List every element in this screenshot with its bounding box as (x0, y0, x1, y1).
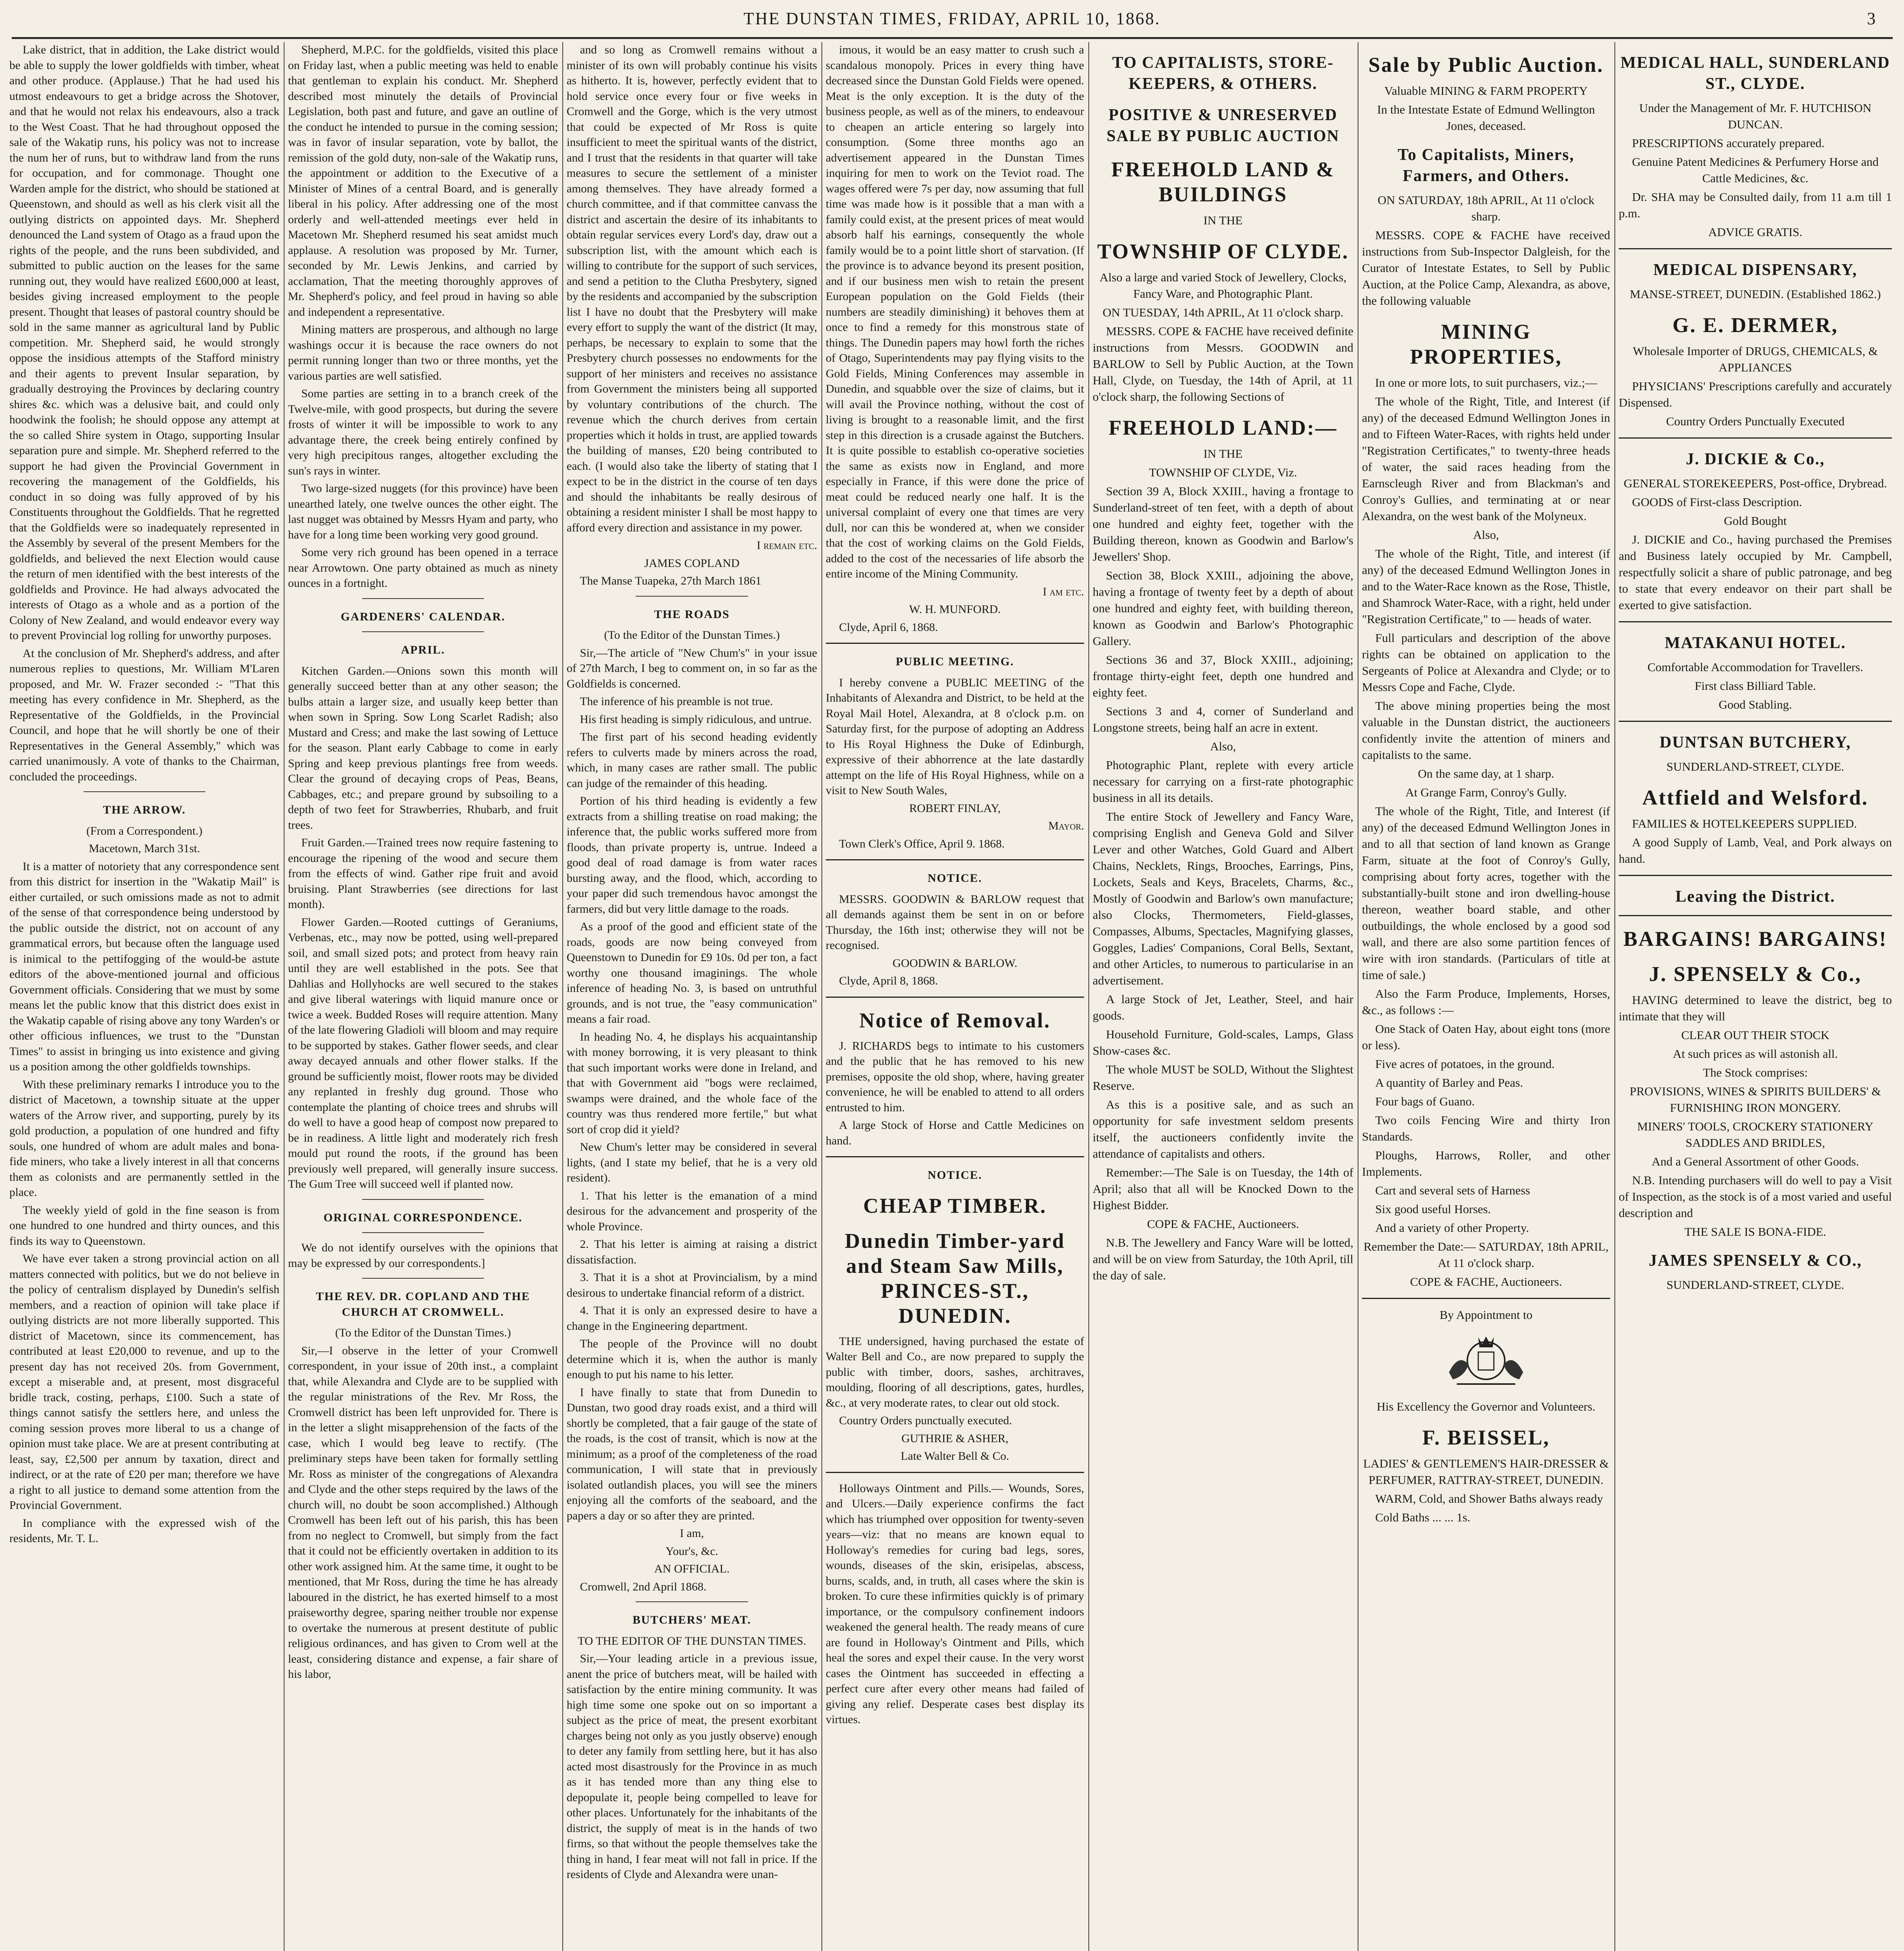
centered-line: Comfortable Accommodation for Travellers. (1647, 660, 1863, 674)
section-heading: Dunedin Timber-yard and Steam Saw Mills, PRINCES-ST., DUNEDIN. (844, 1229, 1065, 1327)
paragraph: Ploughs, Harrows, Roller, and other Implements. (1362, 1148, 1610, 1178)
paragraph: Sir,—The article of "New Chum's" in your issue of 27th March, I beg to comment on, in so far as the Goldfields is concerned. (567, 646, 817, 690)
masthead-title: THE DUNSTAN TIMES, FRIDAY, APRIL 10, 1868. (743, 9, 1161, 28)
centered-line: Macetown, March 31st. (89, 842, 200, 855)
centered-line: LADIES' & GENTLEMEN'S HAIR-DRESSER & PERFUMER, RATTRAY-STREET, DUNEDIN. (1363, 1457, 1609, 1487)
centered-line: MANSE-STREET, DUNEDIN. (Established 1862.) (1630, 287, 1881, 301)
paragraph: I have finally to state that from Dunedin to Dunstan, two good dray roads exist, and a third will shortly be completed, that a fair gauge of the state of the roads, is the cost of transit, which is now at the minimum; as a proof of the completeness of the road communication, I will state that in previously isolated outlandish places, you will see the miners enjoying all the comforts of the seaboard, and the papers a day or so after they are printed. (567, 1386, 817, 1522)
paragraph: The weekly yield of gold in the fine season is from one hundred to one hundred and thirty ounces, and this finds its way to Queenstown. (9, 1203, 279, 1247)
paragraph: Lake district, that in addition, the Lake district would be able to supply the lower goldfields with timber, wheat and other produce. (Applause.) That he had used his utmost endeavours to get a bridge across the Shotover, and that he would not relax his endeavours, also a track to the West Coast. That he had throughout opposed the sale of the Wakatip runs, his policy was not to increase the num her of runs, but to withdraw land from the runs for occupation, and for commonage. Thought one Warden ample for the district, who should be stationed at Queenstown, and should as well as his clerk visit all the outlying districts on appointed days. Mr. Shepherd denounced the Land system of Otago as a fraud upon the rights of the people, and the runs been subdivided, and submitted to public auction on the leases for the same running out, they would have realized £600,000 at least, besides giving increased employment to the people present. Thought that leases of pastoral country should be sold in the same manner as agricultural land by Public competition. Mr. Shepherd said, he would strongly oppose the insidious attempts of the Stafford ministry and their agents to prevent Insular separation, by gradually destroying the Provinces by declaring country shires &c. which was a delusive bait, and could only hoodwink the foolish; he should oppose any attempt at the so called Shire system in Otago, supporting Insular separation pure and simple. Mr. Shepherd referred to the support he had given the Provincial Government in recovering the management of the Goldfields, his conduct in so doing was fully approved of by his Constituents throughout the Goldfields. That he regretted that the Goldfields were so inadequately represented in the Assembly by several of the present Members for the goldfields, and believed the next Election would cause the return of men identified with the best interests of the goldfields and Province. He had always advocated the interests of Otago as a whole and as a portion of the Colony of New Zealand, and would endeavor every way to prevent Provincial log rolling for unworthy purposes. (9, 43, 279, 642)
paragraph: 4. That it is only an expressed desire to have a change in the Engineering department. (567, 1304, 817, 1333)
centered-line: At such prices as will astonish all. (1673, 1047, 1838, 1061)
paragraph: Also the Farm Produce, Implements, Horses, &c., as follows :— (1362, 987, 1610, 1017)
paragraph: Remember:—The Sale is on Tuesday, the 14th of April; also that all will be Knocked Down to the Highest Bidder. (1093, 1166, 1353, 1212)
centered-line: TOWNSHIP OF CLYDE, Viz. (1149, 466, 1297, 479)
paragraph: And a variety of other Property. (1375, 1221, 1529, 1235)
column-divider (562, 42, 563, 1951)
advert-rule (1362, 1298, 1610, 1299)
paragraph: Six good useful Horses. (1375, 1202, 1491, 1216)
paragraph: The first part of his second heading evidently refers to culverts made by miners across the road, which, in many cases are rather small. The public can judge of the remainder of this heading. (567, 730, 817, 790)
paragraph: A good Supply of Lamb, Veal, and Pork always on hand. (1619, 835, 1892, 865)
paragraph: Shepherd, M.P.C. for the goldfields, visited this place on Friday last, when a public meeting was held to enable that gentleman to explain his conduct. Mr. Shepherd described most minutely the details of Provincial Legislation, both past and future, and gave an outline of the conduct he intended to pursue in the coming session; was in favor of insular separation, vote by ballot, the remission of the gold duty, non-sale of the Wakatip runs, the appointment or addition to the Executive of a Minister of Mines of a central Board, and is generally liberal in his policy. After addressing one of the most orderly and well-attended meetings ever held in Macetown Mr. Shepherd resumed his seat amidst much applause. A resolution was proposed by Mr. Turner, seconded by Mr. Lewis Jenkins, and carried by acclamation, That the meeting thoroughly approves of Mr. Shepherd's policy, and feel proud in having so able and independent a representative. (288, 43, 558, 318)
paragraph: Dr. SHA may be Consulted daily, from 11 a.m till 1 p.m. (1619, 190, 1892, 220)
paragraph: Some very rich ground has been opened in a terrace near Arrowtown. One party obtained as much as ninety ounces in a fortnight. (288, 546, 558, 590)
column-1 (9, 42, 279, 1951)
section-heading: BUTCHERS' MEAT. (633, 1613, 751, 1626)
section-heading: CHEAP TIMBER. (863, 1194, 1047, 1217)
paragraph: Kitchen Garden.—Onions sown this month will generally succeed better than at any other season; the bulbs attain a larger size, and usually keep better than when sown in Spring. Sow Long Scarlet Radish; also Mustard and Cress; and make the last sowing of Lettuce for the season. Plant early Cabbage to come in early Spring and keep previous plantings free from weeds. Clear the ground of decaying crops of Peas, Beans, Cabbages, etc.; and prepare ground by subsoiling to a depth of two feet for Strawberries, Rhubarb, and fruit trees. (288, 664, 558, 832)
section-heading: FREEHOLD LAND & BUILDINGS (1111, 158, 1335, 206)
column-divider (1088, 42, 1089, 1951)
paragraph: The whole of the Right, Title, and interest (if any) of the deceased Edmund Wellington Jones in and to the Water-Race known as the Rose, Thistle, and Shamrock Water-Race, with a right, held under "Registration Certificate," to — heads of water. (1362, 547, 1610, 626)
section-heading: MEDICAL HALL, SUNDERLAND ST., CLYDE. (1620, 54, 1890, 93)
paragraph: Two coils Fencing Wire and thirty Iron Standards. (1362, 1113, 1610, 1143)
paragraph: Mining matters are prosperous, and although no large washings occur it is because the race owners do not permit running longer than two or three months, yet the various parties are well satisfied. (288, 323, 558, 382)
paragraph: HAVING determined to leave the district, beg to intimate that they will (1619, 993, 1892, 1023)
column-divider (821, 42, 822, 1951)
centered-line: Late Walter Bell & Co. (901, 1450, 1009, 1462)
section-rule (362, 1232, 484, 1233)
column-4 (826, 42, 1084, 1951)
centered-line: Remember the Date:— SATURDAY, 18th APRIL, At 11 o'clock sharp. (1364, 1240, 1609, 1270)
paragraph: One Stack of Oaten Hay, about eight tons (more or less). (1362, 1022, 1610, 1052)
section-heading: J. SPENSELY & Co., (1649, 962, 1862, 986)
paragraph: I hereby convene a PUBLIC MEETING of the Inhabitants of Alexandra and District, to be held at the Royal Mail Hotel, Alexandra, at 8 o'clock p.m. on Saturday first, for the purpose of adopting an Address to His Royal Highness the Duke of Edinburgh, expressive of their abhorrence at the late dastardly attempt on the life of His Royal Highness, while on a visit to New South Wales, (826, 676, 1084, 797)
paragraph: MESSRS. COPE & FACHE have received definite instructions from Messrs. GOODWIN and BARLOW to Sell by Public Auction, at the Town Hall, Clyde, on Tuesday, the 14th of April, at 11 o'clock sharp, the following Sections of (1093, 324, 1353, 403)
paragraph: Five acres of potatoes, in the ground. (1375, 1057, 1555, 1071)
paragraph: J. DICKIE and Co., having purchased the Premises and Business lately occupied by Mr. Campbell, respectfully solicit a share of public patronage, and beg to state that every endeavor on their part shall be exerted to give satisfaction. (1619, 533, 1892, 612)
section-rule (636, 1601, 748, 1602)
paragraph: In heading No. 4, he displays his acquaintanship with money borrowing, it is very pleasant to think that such important works were done in Ireland, and that with Government aid "bogs were reclaimed, swamps were drained, and the whole face of the country was thus rendered more fertile," but what sort of crop did it yield? (567, 1030, 817, 1136)
paragraph: N.B. The Jewellery and Fancy Ware will be lotted, and will be on view from Saturday, the 10th April, till the day of sale. (1093, 1236, 1353, 1282)
centered-line: At Grange Farm, Conroy's Gully. (1405, 785, 1567, 799)
advert-rule (1619, 248, 1892, 249)
paragraph: It is a matter of notoriety that any correspondence sent from this district for insertion in the "Wakatip Mail" is either curtailed, or such omissions made as not to admit of the sense of that correspondence being understood by the public outside the district, not on account of any grammatical errors, but because often the language used is inimical to the pettifogging of the would-be astute editors of the above-mentioned journal and officious Government officials. Considering that we must by some means let the public know that this district does exist in the Wakatip capable of rising above any tony Warden's or other officious influences, we trust to the "Dunstan Times" to assist in bringing us into existence and giving us a position among the other goldfields townships. (9, 860, 279, 1073)
signature-line: I am etc. (1043, 585, 1084, 598)
paragraph: With these preliminary remarks I introduce you to the district of Macetown, a township situate at the upper waters of the Arrow river, and supporting, purely by its gold production, a population of one hundred and fifty souls, one hundred of whom are adult males and bona-fide miners, who take a lively interest in all that concerns them as colonists and are permanently settled in the place. (9, 1078, 279, 1199)
section-heading: PUBLIC MEETING. (896, 655, 1014, 668)
section-rule (362, 1278, 484, 1279)
paragraph: Full particulars and description of the above rights can be obtained on application to the Sergeants of Police at Alexandra and Clyde; or to Messrs Cope and Fache, Clyde. (1362, 631, 1610, 694)
centered-line: AN OFFICIAL. (654, 1562, 730, 1575)
paragraph: 1. That his letter is the emanation of a mind desirous for the advancement and prosperity of the whole Province. (567, 1189, 817, 1233)
paragraph: Sir,—Your leading article in a previous issue, anent the price of butchers meat, will be hailed with satisfaction by the entire mining community. It was high time some one spoke out on so important a subject as the price of meat, the present exorbitant charges being not only as you justly observe) enough to deter any family from settling here, but it has also acted most disastrously for the Province in as much as it has tended more than any thing else to depopulate it, people being compelled to leave for other places. Unfortunately for the inhabitants of the district, the supply of meat is in the hands of two firms, so that without the people themselves take the thing in hand, I fear meat will not fall in price. If the residents of Clyde and Alexandra were unan- (567, 1652, 817, 1881)
paragraph: Flower Garden.—Rooted cuttings of Geraniums, Verbenas, etc., may now be potted, using well-prepared soil, and small sized pots; and protect from heavy rain until they are well established in the pots. See that Dahlias and Hollyhocks are well secured to the stakes and give liberal waterings with liquid manure once or twice a week. Budded Roses will require attention. Many of the late flowering Gladioli will bloom and may require to be supported by stakes. Gather flower seeds, and clear away decayed annuals and other flower stalks. If the ground be sufficiently moist, flower roots may be divided any replanted in freshly dug ground. Those who contemplate the planting of choice trees and shrubs will do well to have a good heap of compost now prepared to be in readiness. A little light and moderately rich fresh mould put round the roots, if the ground has been previously well prepared, will generally insure success. The Gum Tree will succeed well if planted now. (288, 915, 558, 1191)
centered-line: Your's, &c. (665, 1544, 718, 1558)
centered-line: CLEAR OUT THEIR STOCK (1681, 1028, 1829, 1042)
paragraph: The whole MUST be SOLD, Without the Slightest Reserve. (1093, 1063, 1353, 1093)
paragraph: Some parties are setting in to a branch creek of the Twelve-mile, with good prospects, but during the severe frosts of winter it will be impossible to work to any advantage there, the creek being entirely confined by very high precipitous ranges, altogether excluding the sun's rays in winter. (288, 387, 558, 477)
centered-line: GOODWIN & BARLOW. (892, 956, 1017, 970)
royal-crest-icon (1362, 1329, 1610, 1392)
signature-line: I remain etc. (757, 539, 817, 552)
section-heading: THE REV. DR. COPLAND AND THE CHURCH AT CROMWELL. (316, 1290, 530, 1318)
paragraph: MESSRS. COPE & FACHE have received instructions from Sub-Inspector Dalgleish, for the Curator of Intestate Estates, to Sell by Public Auction, at the Police Camp, Alexandra, as above, the following valuable (1362, 228, 1610, 307)
centered-line: (To the Editor of the Dunstan Times.) (604, 629, 780, 641)
centered-line: On the same day, at 1 sharp. (1418, 767, 1554, 780)
centered-line: By Appointment to (1440, 1308, 1532, 1322)
paragraph: A quantity of Barley and Peas. (1375, 1076, 1523, 1089)
section-heading: APRIL. (401, 643, 445, 656)
paragraph: Cold Baths ... ... 1s. (1375, 1510, 1470, 1524)
section-heading: Leaving the District. (1675, 888, 1835, 906)
section-heading: JAMES SPENSELY & CO., (1648, 1252, 1862, 1270)
paragraph: Four bags of Guano. (1375, 1095, 1475, 1108)
centered-line: SUNDERLAND-STREET, CLYDE. (1666, 760, 1844, 773)
advert-rule (1619, 721, 1892, 722)
column-6 (1362, 42, 1610, 1951)
section-rule (636, 596, 748, 597)
paragraph: Section 38, Block XXIII., adjoining the above, having a frontage of twenty feet by a depth of about one hundred and eighty feet, with building thereon, known as Goodwin and Barlow's Photographic Gallery. (1093, 569, 1353, 648)
section-heading: BARGAINS! BARGAINS! (1623, 927, 1888, 951)
section-heading: POSITIVE & UNRESERVED SALE BY PUBLIC AUCTION (1106, 106, 1340, 145)
paragraph: The above mining properties being the most valuable in the Dunstan district, the auctioneers confidently invite the attention of miners and capitalists to the same. (1362, 699, 1610, 762)
centered-line: In one or more lots, to suit purchasers, viz.;— (1375, 376, 1597, 389)
masthead (0, 0, 1904, 37)
paragraph: imous, it would be an easy matter to crush such a scandalous monopoly. Prices in every thing have decreased since the Dunstan Gold Fields were opened. Meat is the only exception. It is the duty of the business people, as well as of the miners, to endeavour to cheapen an article entering so largely into consumption. (Some three months ago an advertisement appeared in the Dunstan Times inquiring for men to work on the Teviot road. The wages offered were 7s per day, now assuming that full time was made how is it possible that a man with a family could exist, at the present prices of meat would absorb half his earnings, consequently the whole family would be to a point little short of starvation. (If the province is to advance beyond its present position, and if our business men wish to retain the present European population on the Gold Fields (their numbers are steadily diminishing) it behoves them at once to find a remedy for this monstrous state of things. The Dunedin papers may howl forth the riches of Otago, Superintendents may pay flying visits to the Gold Fields, Mining Conferences may assemble in Dunedin, and squabble over the size of claims, but it will avail the Province nothing, without the cost of living is brought to a reasonable limit, and the first step in this direction is a crusade against the Butchers. It is quite possible to establish co-operative societies the same as exists now in England, and more especially in France, if this were done the price of meat could be reduced nearly one half. It is the universal complaint of every one that times are very dull, nor can this be wondered at, when we consider that the cost of working claims on the Gold Fields, added to the cost of the necessaries of life absorb the entire income of the Mining Community. (826, 43, 1084, 580)
centered-line: Also, (1210, 739, 1236, 753)
centered-line: GUTHRIE & ASHER, (901, 1432, 1009, 1445)
paragraph: Portion of his third heading is evidently a few extracts from a shilling treatise on road making; the inference that, the public works suffered more from floods, than private property is, untrue. Indeed a good deal of road damage is from water races bursting away, and the flood, which, according to your paper did such tremendous havoc amongst the farmers, did but very little damage to the roads. (567, 794, 817, 915)
column-7 (1619, 42, 1892, 1951)
centered-line: Also, (1473, 528, 1499, 542)
paragraph: The whole of the Right, Title, and Interest (if any) of the deceased Edmund Wellington Jones in and to all that section of land known as Grange Farm, situate at the foot of Conroy's Gully, comprising about forty acres, together with the substantially-built stone and iron dwelling-house thereon, weather board stable, and other outbuildings, the whole enclosed by a good sod wall, and there are also some partition fences of wire with iron standards. (Particulars of title at time of sale.) (1362, 804, 1610, 982)
paragraph: Sir,—I observe in the letter of your Cromwell correspondent, in your issue of 20th inst., a complaint that, while Alexandra and Clyde are to be supplied with the regular ministrations of the Rev. Mr Ross, the Cromwell district has been left unprovided for. There is in the letter a slight misapprehension of the facts of the case, which I would beg leave to rectify. (The preliminary steps have been taken for formally settling Mr. Ross as minister of the congregations of Alexandra and Clyde and the other steps required by the laws of the church will, no doubt be soon accomplished.) Although Cromwell has been left out of his parish, this has been from no neglect to Cromwell, but simply from the fact that it could not be efficiently overtaken in addition to its other work assigned him. At the same time, it ought to be mentioned, that Mr Ross, during the time he has already laboured in the district, he has exerted himself to a most praiseworthy degree, sparing neither trouble nor expense to overtake the numerous at present destitute of public religious ordinances, and has given to Crom well at the least, considering distance and expense, a fair share of his labor, (288, 1344, 558, 1681)
advert-rule (1619, 621, 1892, 622)
centered-line: MINERS' TOOLS, CROCKERY STATIONERY SADDLES AND BRIDLES, (1637, 1119, 1874, 1150)
paragraph: PHYSICIANS' Prescriptions carefully and accurately Dispensed. (1619, 379, 1892, 409)
paragraph: J. RICHARDS begs to intimate to his customers and the public that he has removed to his new premises, opposite the old shop, where, having greater convenience, he will be enabled to attend to all orders entrusted to him. (826, 1039, 1084, 1114)
centered-line: COPE & FACHE, Auctioneers. (1147, 1217, 1299, 1231)
paragraph: MESSRS. GOODWIN & BARLOW request that all demands against them be sent in on or before Thursday, the 16th inst; otherwise they will not be recognised. (826, 892, 1084, 952)
centered-line: First class Billiard Table. (1694, 679, 1816, 693)
centered-line: And a General Assortment of other Goods. (1652, 1155, 1859, 1168)
section-heading: NOTICE. (928, 1169, 982, 1182)
centered-line: ROBERT FINLAY, (909, 801, 1001, 815)
paragraph: Clyde, April 8, 1868. (839, 974, 938, 987)
paragraph: A large Stock of Horse and Cattle Medicines on hand. (826, 1119, 1084, 1147)
paragraph: PRESCRIPTIONS accurately prepared. (1632, 136, 1825, 150)
centered-line: Gold Bought (1724, 514, 1787, 528)
section-heading: MINING PROPERTIES, (1410, 320, 1562, 368)
centered-line: TO THE EDITOR OF THE DUNSTAN TIMES. (578, 1634, 806, 1647)
paragraph: At the conclusion of Mr. Shepherd's address, and after numerous replies to questions, Mr. William M'Laren proposed, and Mr. W. Frazer seconded :- "That this meeting has every confidence in Mr. Shepherd, as the Representative of the Goldfields, in the Provincial Council, and hope that he will shortly be one of their Representatives in the General Assembly," which was carried unanimously. A vote of thanks to the Chairman, concluded the proceedings. (9, 647, 279, 783)
centered-line: ADVICE GRATIS. (1708, 225, 1803, 239)
centered-line: W. H. MUNFORD. (909, 603, 1001, 616)
paragraph: N.B. Intending purchasers will do well to pay a Visit of Inspection, as the stock is of a most varied and useful description and (1619, 1173, 1892, 1220)
section-heading: GARDENERS' CALENDAR. (341, 610, 505, 623)
section-heading: F. BEISSEL, (1422, 1426, 1550, 1449)
centered-line: His Excellency the Governor and Volunteers. (1376, 1400, 1596, 1413)
centered-line: In the Intestate Estate of Edmund Wellington Jones, deceased. (1377, 103, 1595, 133)
section-heading: J. DICKIE & Co., (1685, 450, 1825, 468)
centered-line: Valuable MINING & FARM PROPERTY (1384, 84, 1588, 98)
paragraph: Cart and several sets of Harness (1375, 1183, 1530, 1197)
section-heading: THE ARROW. (103, 803, 186, 816)
paragraph: Cromwell, 2nd April 1868. (580, 1580, 707, 1593)
paragraph: GOODS of First-class Description. (1632, 495, 1802, 509)
centered-line: Under the Management of Mr. F. HUTCHISON DUNCAN. (1639, 101, 1872, 131)
paragraph: 2. That his letter is aiming at raising a district dissatisfaction. (567, 1238, 817, 1266)
section-heading: To Capitalists, Miners, Farmers, and Others. (1397, 146, 1575, 185)
paragraph: The people of the Province will no doubt determine which it is, when the author is manly enough to put his name to his letter. (567, 1337, 817, 1381)
section-heading: TO CAPITALISTS, STORE-KEEPERS, & OTHERS. (1112, 54, 1334, 93)
centered-line: I am, (680, 1527, 704, 1540)
paragraph: We do not identify ourselves with the opinions that may be expressed by our correspondents.] (288, 1241, 558, 1270)
paragraph: As a proof of the good and efficient state of the roads, goods are now being conveyed from Queenstown to Dunedin for £9 10s. 0d per ton, a fact worthy one thousand imaginings. The whole inference of heading No. 3, is based on untruthful grounds, and is not true, the "easy communication" means a fair road. (567, 920, 817, 1025)
centered-line: (From a Correspondent.) (86, 824, 203, 837)
advert-rule (826, 1156, 1084, 1157)
centered-line: COPE & FACHE, Auctioneers. (1410, 1275, 1562, 1288)
section-heading: G. E. DERMER, (1672, 313, 1838, 337)
column-5 (1093, 42, 1353, 1951)
paragraph: Two large-sized nuggets (for this province) have been unearthed lately, one twelve ounces the other eight. The last nugget was obtained by Messrs Hyam and party, who have for a long time been working very good ground. (288, 482, 558, 541)
column-2 (288, 42, 558, 1951)
section-rule (84, 791, 205, 792)
paragraph: The Manse Tuapeka, 27th March 1861 (580, 574, 761, 587)
advert-rule (1619, 875, 1892, 876)
advert-rule (1619, 915, 1892, 916)
paragraph: Household Furniture, Gold-scales, Lamps, Glass Show-cases &c. (1093, 1027, 1353, 1057)
section-rule (362, 1199, 484, 1200)
paragraph: Clyde, April 6, 1868. (839, 620, 938, 634)
section-heading: FREEHOLD LAND:— (1108, 416, 1338, 439)
paragraph: A large Stock of Jet, Leather, Steel, and hair goods. (1093, 992, 1353, 1022)
centered-line: The Stock comprises: (1703, 1066, 1808, 1079)
centered-line: ON SATURDAY, 18th APRIL, At 11 o'clock sharp. (1378, 193, 1595, 223)
paragraph: The entire Stock of Jewellery and Fancy Ware, comprising English and Geneva Gold and Silver Lever and other Watches, Gold Guard and Albert Chains, Necklets, Rings, Brooches, Earrings, Pins, Lockets, Seals and Keys, Bracelets, Charms, &c., Mostly of Goodwin and Barlow's own manufacture; also Clocks, Thermometers, Field-glasses, Compasses, Albums, Spectacles, Magnifying glasses, Goggles, Ladies' Companions, Coral Bells, Sextant, and other Articles, to numerous to particularise in an advertisement. (1093, 810, 1353, 987)
centered-line: SUNDERLAND-STREET, CLYDE. (1666, 1278, 1844, 1292)
paragraph: We have ever taken a strong provincial action on all matters connected with politics, but we do not believe in the policy of centralism displayed by Dunedin's selfish members, and a reaction of opinion will take place if outlying districts are not more liberally supported. This district of Macetown, since its commencement, has contributed at least £20,000 to revenue, and up to the present day has not received 20s. from Government, except a miserable and, at present, most disgraceful bridle track, costing, perhaps, £100. Such a state of things cannot satisfy the settlers here, and unless the coming session proves more liberal to us a change of opinion must take place. We are at present contributing at least, say, £2,500 per annum by taxation, direct and indirect, or at the rate of £20 per man; therefore we have a right to all justice to demand some attention from the Provincial Government. (9, 1252, 279, 1512)
section-heading: MEDICAL DISPENSARY, (1653, 261, 1858, 279)
paragraph: FAMILIES & HOTELKEEPERS SUPPLIED. (1632, 817, 1857, 830)
section-heading: TOWNSHIP OF CLYDE. (1097, 240, 1349, 263)
centered-line: IN THE (1203, 213, 1243, 227)
paragraph: The inference of his preamble is not true. (580, 695, 773, 708)
paragraph: THE undersigned, having purchased the estate of Walter Bell and Co., are now prepared to supply the public with timber, doors, sashes, architraves, moulding, flooring of all descriptions, gates, hurdles, &c., at very moderate rates, to clear out old stock. (826, 1334, 1084, 1409)
section-heading: ORIGINAL CORRESPONDENCE. (324, 1211, 523, 1224)
section-heading: THE ROADS (654, 608, 730, 621)
centered-line: Country Orders Punctually Executed (1666, 414, 1845, 428)
advert-rule (826, 1472, 1084, 1473)
paragraph: New Chum's letter may be considered in several lights, (and I state my belief, that he is a very old resident). (567, 1141, 817, 1184)
paragraph: In compliance with the expressed wish of the residents, Mr. T. L. (9, 1516, 279, 1545)
centered-line: PROVISIONS, WINES & SPIRITS BUILDERS' & FURNISHING IRON MONGERY. (1629, 1084, 1881, 1114)
section-heading: NOTICE. (928, 872, 982, 885)
section-rule (362, 631, 484, 632)
paragraph: Holloways Ointment and Pills.— Wounds, Sores, and Ulcers.—Daily experience confirms the fact which has triumphed over opposition for twenty-seven years—viz: that no means are known equal to Holloway's remedies for curing bad legs, sores, wounds, diseases of the skin, erisipelas, abscess, burns, scalds, and, in truth, all cases where the skin is broken. To cure these infirmities quickly is of primary importance, or the compulsory confinement indoors weakened the general health. The ready means of cure are found in Holloway's Ointment and Pills, which heal the sores and expel their cause. In the very worst cases the Ointment has succeeded in effecting a perfect cure after every other means had failed of giving any relief. Desperate cases best display its virtues. (826, 1482, 1084, 1726)
page-number: 3 (1867, 9, 1877, 28)
column-3 (567, 42, 817, 1951)
paragraph: Fruit Garden.—Trained trees now require fastening to encourage the ripening of the wood and secure them from the effects of wind. Gather ripe fruit and avoid bruising. Plant Strawberries (see directions for last month). (288, 836, 558, 911)
column-divider (1614, 42, 1615, 1951)
centered-line: (To the Editor of the Dunstan Times.) (335, 1326, 511, 1339)
signature-line: Mayor. (1048, 819, 1084, 832)
centered-line: GENERAL STOREKEEPERS, Post-office, Drybread. (1623, 476, 1887, 490)
centered-line: JAMES COPLAND (644, 556, 740, 570)
masthead-rule (12, 37, 1893, 39)
section-heading: Notice of Removal. (859, 1008, 1051, 1032)
advert-rule (826, 643, 1084, 644)
section-heading: Attfield and Welsford. (1642, 786, 1868, 809)
paragraph: His first heading is simply ridiculous, and untrue. (580, 713, 812, 726)
section-rule (362, 598, 484, 599)
paragraph: WARM, Cold, and Shower Baths always ready (1375, 1492, 1603, 1505)
advert-rule (1619, 437, 1892, 439)
paragraph: Sections 3 and 4, corner of Sunderland and Longstone streets, being half an acre in extent. (1093, 704, 1353, 734)
centered-line: Good Stabling. (1719, 698, 1792, 711)
centered-line: Genuine Patent Medicines & Perfumery Horse and Cattle Medicines, &c. (1632, 155, 1879, 185)
paragraph: As this is a positive sale, and as such an opportunity for safe investment seldom presents itself, the auctioneers confidently invite the attendance of capitalists and others. (1093, 1098, 1353, 1160)
paragraph: 3. That it is a shot at Provincialism, by a mind desirous to undertake financial reform of a district. (567, 1271, 817, 1299)
centered-line: ON TUESDAY, 14th APRIL, At 11 o'clock sharp. (1102, 306, 1344, 319)
centered-line: Also a large and varied Stock of Jewellery, Clocks, Fancy Ware, and Photographic Plant. (1099, 270, 1347, 300)
paragraph: Photographic Plant, replete with every article necessary for carrying on a first-rate photographic business in all its details. (1093, 758, 1353, 805)
paragraph: and so long as Cromwell remains without a minister of its own will probably continue his visits as hitherto. It is, however, perfectly evident that to hold service once every four or five weeks in Cromwell and the Gorge, which is the very utmost that could be expected of Mr Ross is quite insufficient to meet the spiritual wants of the district, and I trust that the residents in that quarter will take measures to secure the settlement of a minister among themselves. They have already formed a church committee, and if that committee canvass the district and ascertain the desire of its inhabitants to obtain regular services every Lord's day, draw out a subscription list, with the amount which each is willing to contribute for the support of such services, and send a petition to the Clutha Presbytery, signed by the residents and accompanied by the subscription list I have no doubt that the Presbytery will make every effort to supply the want of the district (It may, perhaps, be necessary to explain to some that the Presbytery church possesses no endowments for the support of her ministers and receives no assistance from Government the ministers being all supported by voluntary contributions of the church. The revenue which the church derives from certain properties which it holds in trust, are applied towards the building of manses, £20 being contributed to each. (I would also take the liberty of stating that I expect to be in the district in the course of ten days and should the inhabitants be really desirous of obtaining a resident minister I shall be most happy to afford every direction and assistance in my power. (567, 43, 817, 534)
section-heading: MATAKANUI HOTEL. (1664, 634, 1846, 652)
advert-rule (826, 859, 1084, 860)
paragraph: Town Clerk's Office, April 9. 1868. (839, 837, 1005, 850)
paragraph: Section 39 A, Block XXIII., having a frontage to Sunderland-street of ten feet, with a depth of about one hundred and eighty feet, together with the Building thereon, known as Goodwin and Barlow's Jewellers' Shop. (1093, 484, 1353, 563)
section-heading: Sale by Public Auction. (1368, 53, 1604, 76)
centered-line: IN THE (1203, 447, 1243, 460)
section-heading: DUNTSAN BUTCHERY, (1659, 734, 1851, 752)
paragraph: The whole of the Right, Title, and Interest (if any) of the deceased Edmund Wellington Jones in and to Fifteen Water-Races, with rights held under "Registration Certificates," to twenty-three heads of water, the said races heading from the Earnscleugh River and from Blackman's and Conroy's Gullies, and terminating at or near Alexandra, on the west bank of the Molyneux. (1362, 394, 1610, 523)
advert-rule (826, 997, 1084, 998)
centered-line: THE SALE IS BONA-FIDE. (1684, 1225, 1826, 1238)
centered-line: Wholesale Importer of DRUGS, CHEMICALS, & APPLIANCES (1633, 344, 1878, 374)
paragraph: Country Orders punctually executed. (839, 1414, 1012, 1427)
paragraph: Sections 36 and 37, Block XXIII., adjoining; frontage thirty-eight feet, depth one hundred and eighty feet. (1093, 653, 1353, 699)
